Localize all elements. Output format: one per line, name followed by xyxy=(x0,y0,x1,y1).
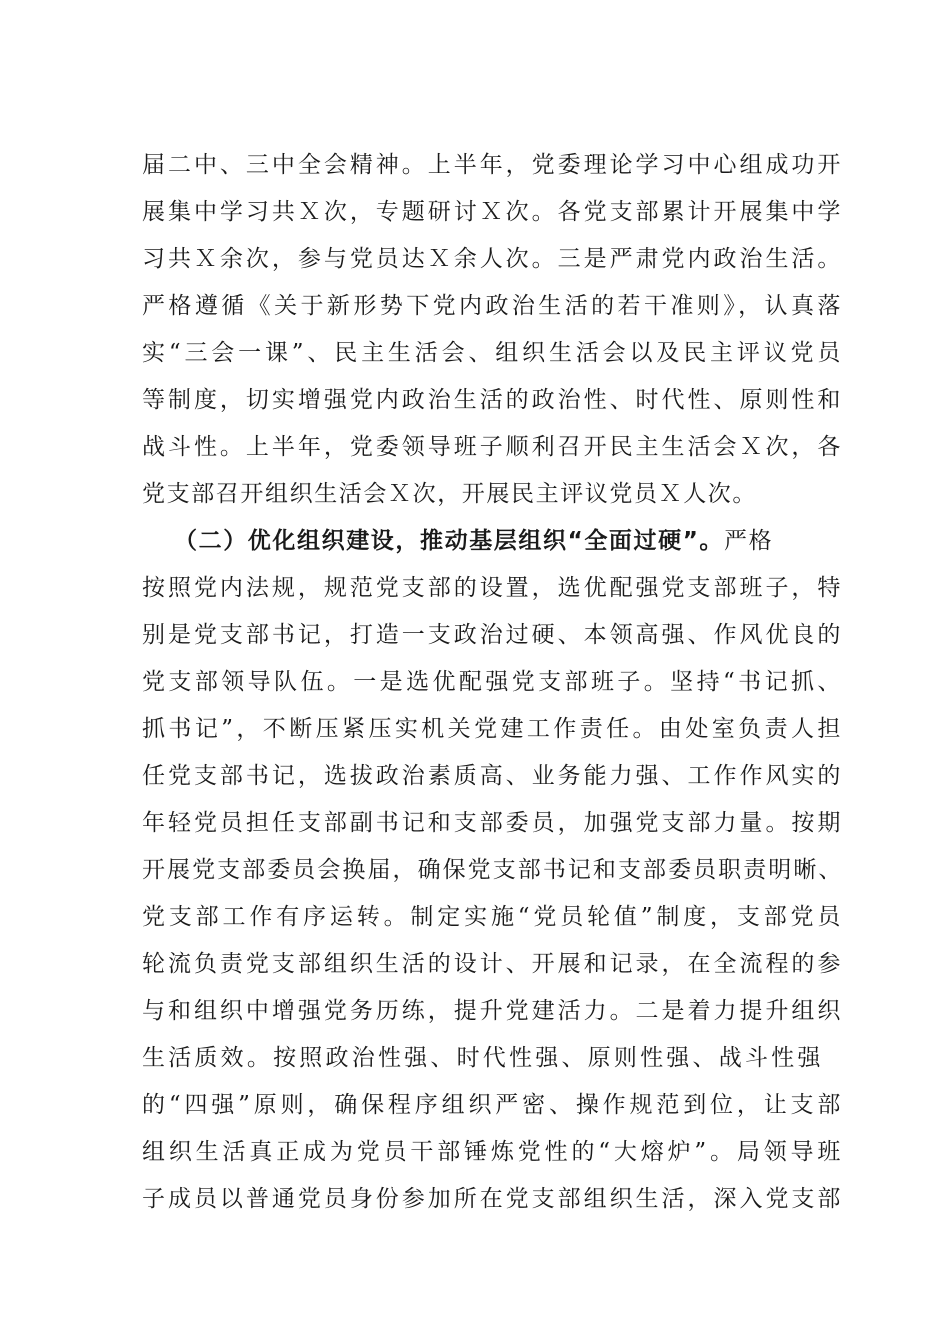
text-line: 轮流负责党支部组织生活的设计、开展和记录，在全流程的参 xyxy=(142,951,842,977)
section-heading: （二）优化组织建设，推动基层组织“全面过硬”。 xyxy=(174,528,725,554)
text-line: 开展党支部委员会换届，确保党支部书记和支部委员职责明晰、 xyxy=(142,857,842,883)
text-line: 展集中学习共Ｘ次，专题研讨Ｘ次。各党支部累计开展集中学 xyxy=(142,199,842,225)
text-run: 严格 xyxy=(724,528,774,554)
text-line: 党支部领导队伍。一是选优配强党支部班子。坚持“书记抓、 xyxy=(142,669,842,695)
text-line: 等制度，切实增强党内政治生活的政治性、时代性、原则性和 xyxy=(142,387,842,413)
text-line: 与和组织中增强党务历练，提升党建活力。二是着力提升组织 xyxy=(142,998,842,1024)
text-line: 生活质效。按照政治性强、时代性强、原则性强、战斗性强 xyxy=(142,1045,822,1071)
text-line: 组织生活真正成为党员干部锤炼党性的“大熔炉”。局领导班 xyxy=(142,1139,842,1165)
text-line: 的“四强”原则，确保程序组织严密、操作规范到位，让支部 xyxy=(142,1092,842,1118)
text-line: 届二中、三中全会精神。上半年，党委理论学习中心组成功开 xyxy=(142,152,842,178)
text-line: 党支部召开组织生活会Ｘ次，开展民主评议党员Ｘ人次。 xyxy=(142,481,757,507)
text-line: 年轻党员担任支部副书记和支部委员，加强党支部力量。按期 xyxy=(142,810,842,836)
text-line: 战斗性。上半年，党委领导班子顺利召开民主生活会Ｘ次，各 xyxy=(142,434,842,460)
text-line: 习共Ｘ余次，参与党员达Ｘ余人次。三是严肃党内政治生活。 xyxy=(142,246,842,272)
text-line: 抓书记”，不断压紧压实机关党建工作责任。由处室负责人担 xyxy=(142,716,842,742)
text-line: 严格遵循《关于新形势下党内政治生活的若干准则》，认真落 xyxy=(142,293,842,319)
text-line: 实“三会一课”、民主生活会、组织生活会以及民主评议党员 xyxy=(142,340,842,366)
section-heading-line xyxy=(174,524,826,558)
text-line: 任党支部书记，选拔政治素质高、业务能力强、工作作风实的 xyxy=(142,763,842,789)
text-line: 别是党支部书记，打造一支政治过硬、本领高强、作风优良的 xyxy=(142,622,842,648)
text-line: 子成员以普通党员身份参加所在党支部组织生活，深入党支部 xyxy=(142,1186,842,1212)
text-line: 党支部工作有序运转。制定实施“党员轮值”制度，支部党员 xyxy=(142,904,842,930)
text-line: 按照党内法规，规范党支部的设置，选优配强党支部班子，特 xyxy=(142,575,842,601)
